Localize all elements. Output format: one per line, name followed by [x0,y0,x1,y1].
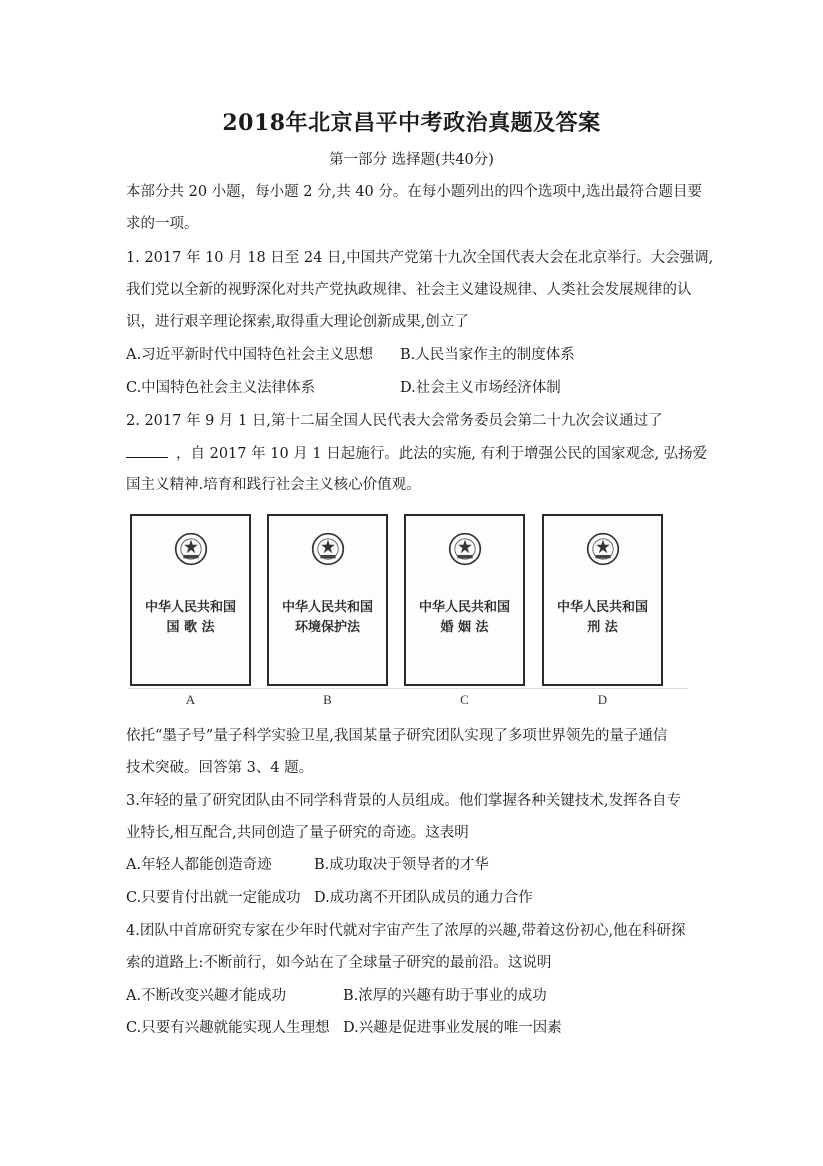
q4-option-a: A.不断改变兴趣才能成功 [126,988,287,1004]
book-label-c: C [460,692,469,707]
q1-option-d: D.社会主义市场经济体制 [400,380,561,396]
q1-stem-line: 我们党以全新的视野深化对共产党执政规律、社会主义建设规律、人类社会发展规律的认 [126,282,692,298]
q4-stem-line: 4.团队中首席研究专家在少年时代就对宇宙产生了浓厚的兴趣,带着这份初心,他在科研探 [126,923,686,939]
q1-option-c: C.中国特色社会主义法律体系 [126,380,316,396]
book-title-line1: 中华人民共和国 [144,600,236,615]
q4-option-c: C.只要有兴趣就能实现人生理想 [126,1020,330,1036]
q2-stem-line [126,443,707,464]
section-heading: 第一部分 选择题(共40分) [329,152,494,168]
national-emblem-icon [448,532,482,566]
book-label-b: B [323,692,332,707]
q4-option-d: D.兴趣是促进事业发展的唯一因素 [343,1020,562,1036]
intro-line: 求的一项。 [126,216,199,232]
national-emblem-icon [311,532,345,566]
q4-option-b: B.浓厚的兴趣有助于事业的成功 [343,988,547,1004]
context-line: 依托“墨子号”量子科学实验卫星,我国某量子研究团队实现了多项世界领先的量子通信 [126,728,668,744]
q2-stem-text: ，自 2017 年 10 月 1 日起施行。此法的实施, 有利于增强公民的国家观念, 弘扬爱 [176,446,708,462]
intro-line: 本部分共 20 小题，每小题 2 分,共 40 分。在每小题列出的四个选项中,选出最符合题目要 [126,184,702,200]
book-a [130,514,251,686]
book-title-line2: 婚 姻 法 [440,620,489,635]
book-title-line2: 刑 法 [587,620,618,635]
q2-stem-line: 国主义精神.培育和践行社会主义核心价值观。 [126,477,421,493]
book-title-line2: 国 歌 法 [166,620,215,635]
book-title-line2: 环境保护法 [294,620,360,635]
book-title-line1: 中华人民共和国 [281,600,373,615]
q3-stem-line: 业特长,相互配合,共同创造了量子研究的奇迹。这表明 [126,825,469,841]
q2-stem-line: 2. 2017 年 9 月 1 日,第十二届全国人民代表大会常务委员会第二十九次会议通过了 [126,413,663,429]
book-label-a: A [185,692,196,707]
book-b [267,514,388,686]
q3-option-b: B.成功取决于领导者的才华 [314,857,489,873]
q1-stem-line: 1. 2017 年 10 月 18 日至 24 日,中国共产党第十九次全国代表大会在北京举行。大会强调, [126,250,714,266]
q3-option-c: C.只要肯付出就一定能成功 [126,890,301,906]
answer-blank [126,443,168,458]
book-label-d: D [597,692,608,707]
national-emblem-icon [174,532,208,566]
q1-option-b: B.人民当家作主的制度体系 [400,347,575,363]
national-emblem-icon [586,532,620,566]
book-c [404,514,525,686]
book-d [542,514,663,686]
page-title: 2018年北京昌平中考政治真题及答案 [222,110,601,136]
book-title-line1: 中华人民共和国 [556,600,648,615]
q1-stem-line: 识，进行艰辛理论探索,取得重大理论创新成果,创立了 [126,314,469,330]
context-line: 技术突破。回答第 3、4 题。 [126,760,314,776]
q3-option-d: D.成功离不开团队成员的通力合作 [314,890,533,906]
figure-baseline [128,688,688,689]
q4-stem-line: 索的道路上:不断前行，如今站在了全球量子研究的最前沿。这说明 [126,955,552,971]
q3-stem-line: 3.年轻的量了研究团队由不同学科背景的人员组成。他们掌握各种关键技术,发挥各自专 [126,793,681,809]
book-title-line1: 中华人民共和国 [418,600,510,615]
q1-option-a: A.习近平新时代中国特色社会主义思想 [126,347,374,363]
law-books-figure [128,514,688,714]
q3-option-a: A.年轻人都能创造奇迹 [126,857,272,873]
